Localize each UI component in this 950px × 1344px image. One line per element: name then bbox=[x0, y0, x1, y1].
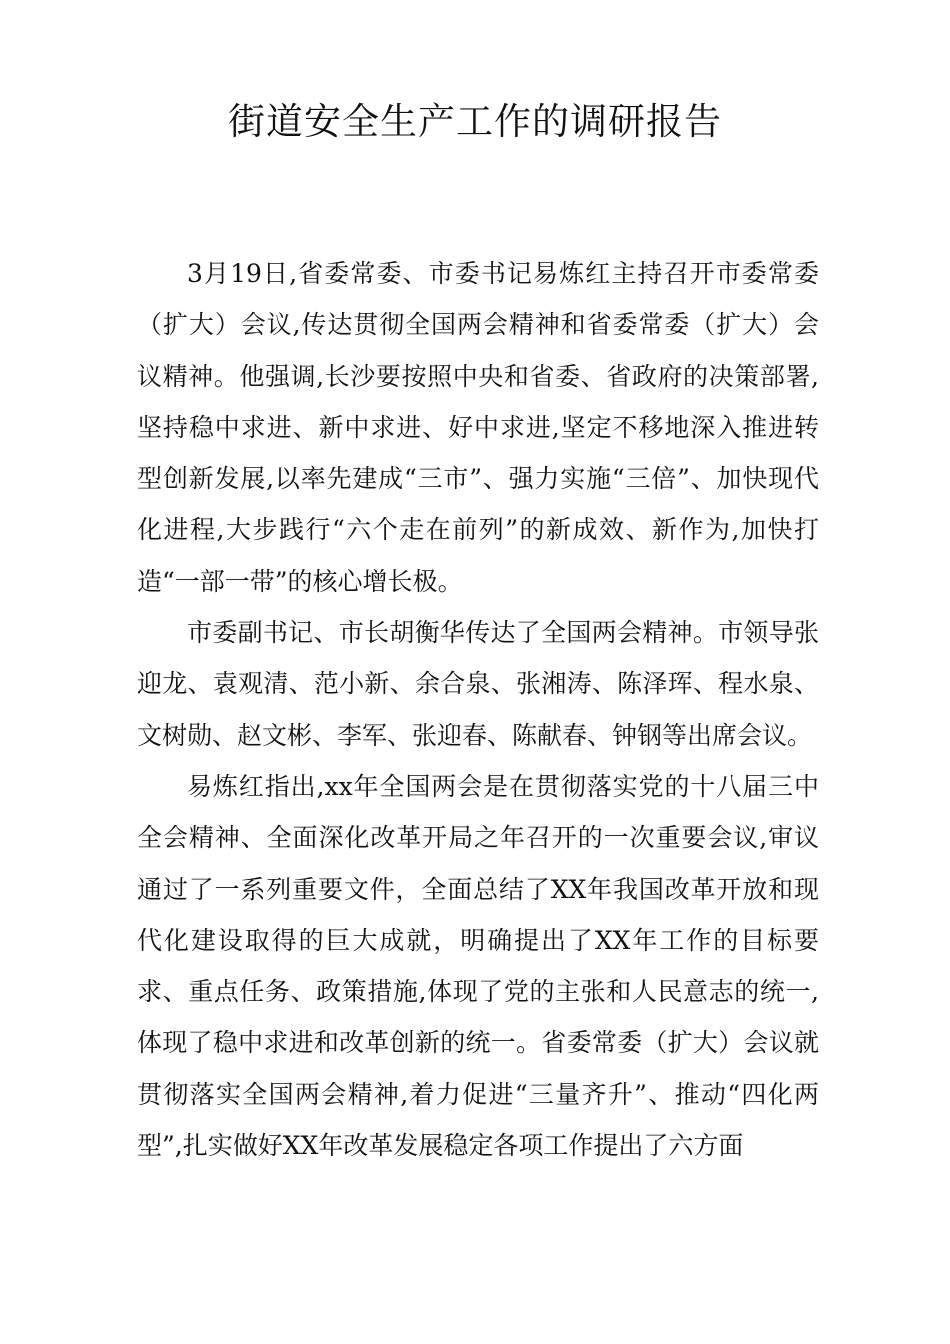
paragraph-3: 易炼红指出,xx年全国两会是在贯彻落实党的十八届三中全会精神、全面深化改革开局之年召开的一次重要会议,审议通过了一系列重要文件，全面总结了XX年我国改革开放和现代化建设取得的巨大成就，明确提出了XX年工作的目标要求、重点任务、政策措施,体现了党的主张和人民意志的统一,体现了稳中求进和改革创新的统一。省委常委（扩大）会议就贯彻落实全国两会精神,着力促进“三量齐升”、推动“四化两型”,扎实做好XX年改革发展稳定各项工作提出了六方面 bbox=[137, 771, 819, 1161]
paragraph-1: 3月19日,省委常委、市委书记易炼红主持召开市委常委（扩大）会议,传达贯彻全国两会精神和省委常委（扩大）会议精神。他强调,长沙要按照中央和省委、省政府的决策部署,坚持稳中求进、新中求进、好中求进,坚定不移地深入推进转型创新发展,以率先建成“三市”、强力实施“三倍”、加快现代化进程,大步践行“六个走在前列”的新成效、新作为,加快打造“一部一带”的核心增长极。 bbox=[137, 259, 819, 596]
document-title: 街道安全生产工作的调研报告 bbox=[228, 100, 722, 143]
document-body bbox=[137, 248, 819, 1171]
paragraph-2: 市委副书记、市长胡衡华传达了全国两会精神。市领导张迎龙、袁观清、范小新、余合泉、张湘涛、陈泽珲、程水泉、文树勋、赵文彬、李军、张迎春、陈献春、钟钢等出席会议。 bbox=[137, 618, 819, 750]
